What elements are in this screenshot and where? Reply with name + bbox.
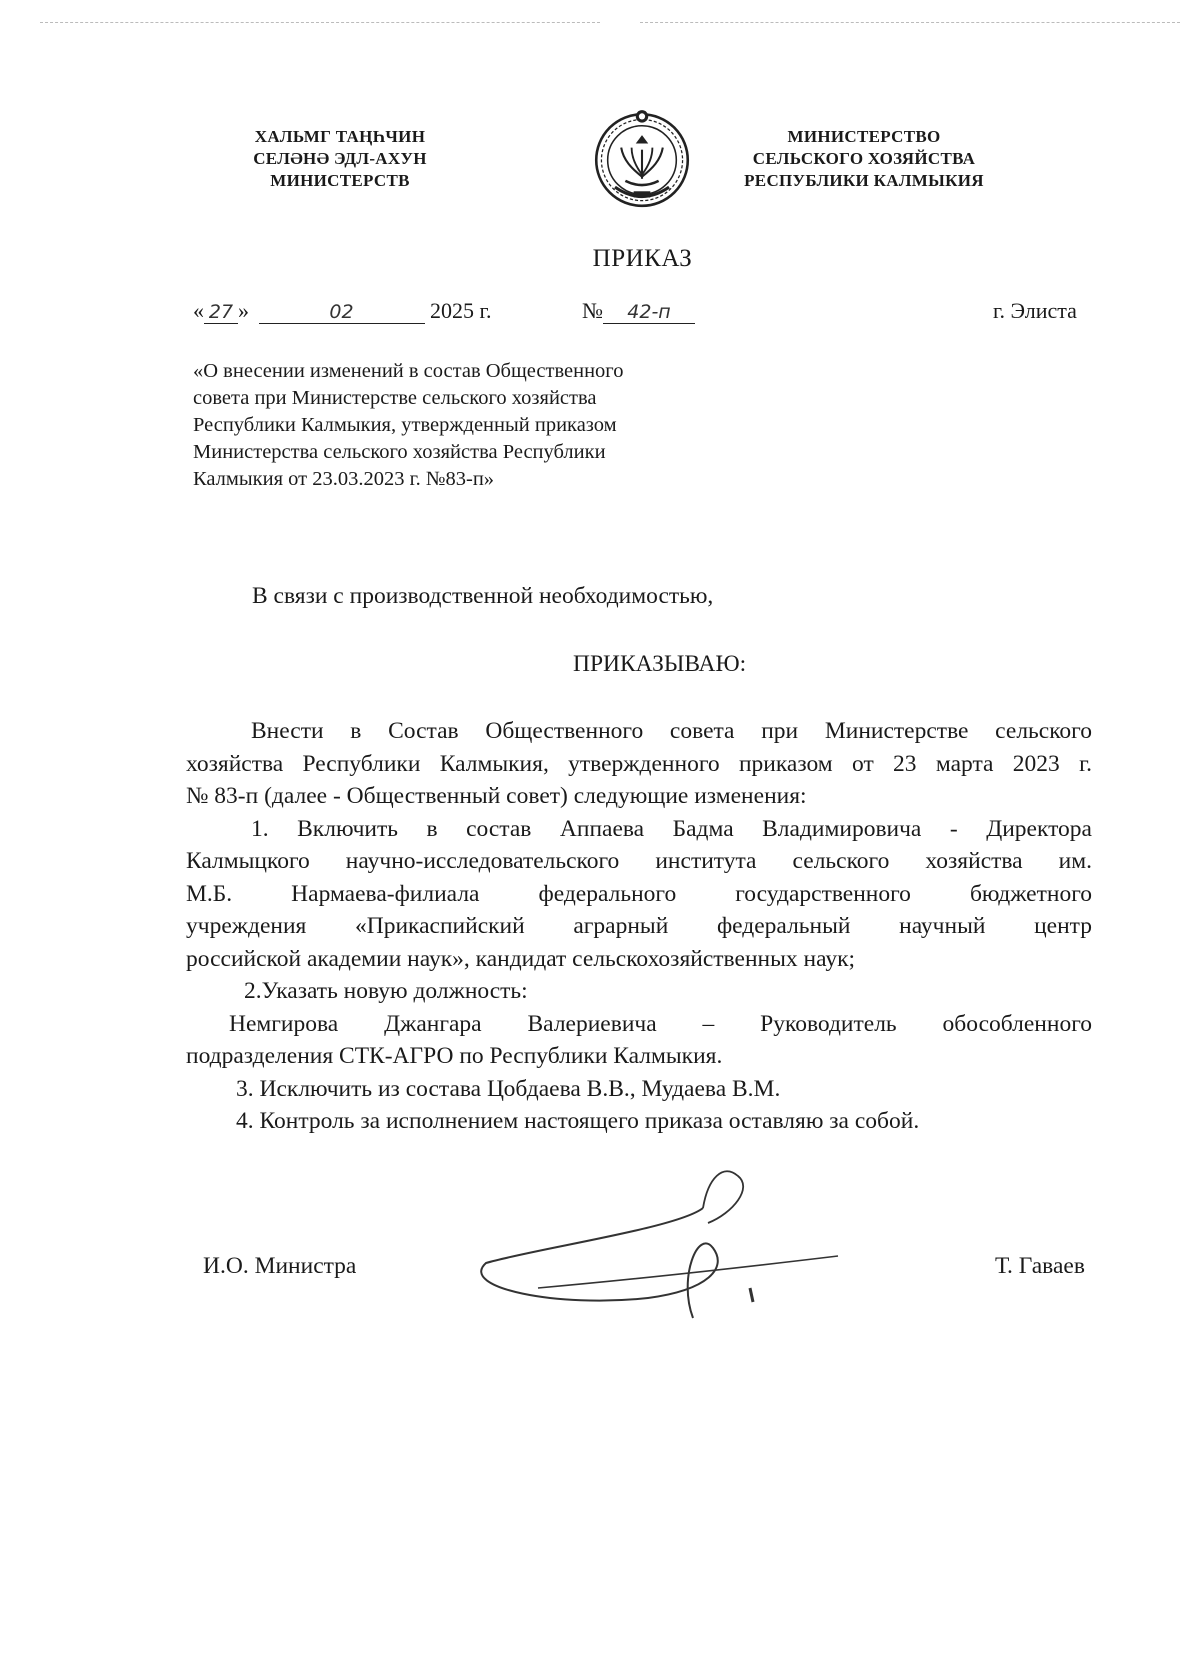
item1-line: Калмыцкого научно-исследовательского института сельского хозяйства им. (186, 848, 1092, 874)
signatory-position: И.О. Министра (203, 1253, 357, 1279)
item2-line: Немгирова Джангара Валериевича – Руководитель обособленного (229, 1010, 1092, 1037)
subject-line: Республики Калмыкия, утвержденный приказом (193, 414, 617, 436)
header-left-calmyk (190, 126, 490, 192)
header-right-line: МИНИСТЕРСТВО (787, 127, 941, 146)
date-year: 2025 г. (430, 298, 492, 323)
subject-line: «О внесении изменений в состав Общественного (193, 360, 624, 382)
date-close-quote: » (238, 298, 249, 323)
header-right-russian (714, 126, 1014, 192)
order-subject (193, 358, 713, 493)
date-open-quote: « (193, 298, 204, 323)
item2-title: 2.Указать новую должность: (244, 978, 528, 1004)
date-day-handwritten: 27 (204, 301, 238, 324)
item1-line: учреждения «Прикаспийский аграрный федеральный научный центр (186, 913, 1092, 939)
order-body (186, 715, 1092, 1138)
item1-line: российской академии наук», кандидат сельскохозяйственных наук; (186, 945, 856, 972)
preamble: В связи с производственной необходимостью, (252, 583, 714, 609)
number-sign: № (582, 298, 603, 323)
intro-line: хозяйства Республики Калмыкия, утвержденного приказом от 23 марта 2023 г. (186, 750, 1092, 777)
coat-of-arms-icon (590, 106, 694, 210)
subject-line: Министерства сельского хозяйства Республики (193, 441, 606, 463)
header-left-line: ХАЛЬМГ ТАҢҺЧИН (254, 127, 426, 146)
date-month-handwritten: 02 (259, 301, 425, 324)
item4: 4. Контроль за исполнением настоящего приказа оставляю за собой. (236, 1108, 920, 1134)
order-word: ПРИКАЗЫВАЮ: (573, 651, 747, 677)
date-line (193, 298, 492, 324)
subject-line: совета при Министерстве сельского хозяйства (193, 387, 597, 409)
item2-line: подразделения СТК-АГРО по Республики Калмыкия. (186, 1043, 723, 1069)
signatory-name: Т. Гаваев (995, 1253, 1085, 1279)
header-left-line: СЕЛӘНӘ ЭДЛ-АХУН (253, 149, 427, 168)
header-right-line: РЕСПУБЛИКИ КАЛМЫКИЯ (744, 171, 984, 190)
intro-line: № 83-п (далее - Общественный совет) следующие изменения: (186, 783, 807, 809)
order-number-handwritten: 42-п (603, 301, 695, 324)
item3: 3. Исключить из состава Цобдаева В.В., Мудаева В.М. (236, 1075, 781, 1102)
scan-artifact-line (640, 22, 1180, 23)
item1-line: М.Б. Нармаева-филиала федерального государственного бюджетного (186, 880, 1092, 907)
header-right-line: СЕЛЬСКОГО ХОЗЯЙСТВА (752, 149, 976, 168)
city: г. Элиста (993, 298, 1077, 323)
scan-artifact-line (40, 22, 600, 23)
subject-line: Калмыкия от 23.03.2023 г. №83-п» (193, 468, 495, 490)
item1-line: 1. Включить в состав Аппаева Бадма Владимировича - Директора (251, 815, 1092, 842)
header-left-line: МИНИСТЕРСТВ (270, 171, 410, 190)
intro-line: Внести в Состав Общественного совета при Министерстве сельского (251, 718, 1092, 744)
number-line (582, 298, 695, 324)
document-title: ПРИКАЗ (592, 245, 693, 272)
handwritten-signature (478, 1168, 878, 1328)
